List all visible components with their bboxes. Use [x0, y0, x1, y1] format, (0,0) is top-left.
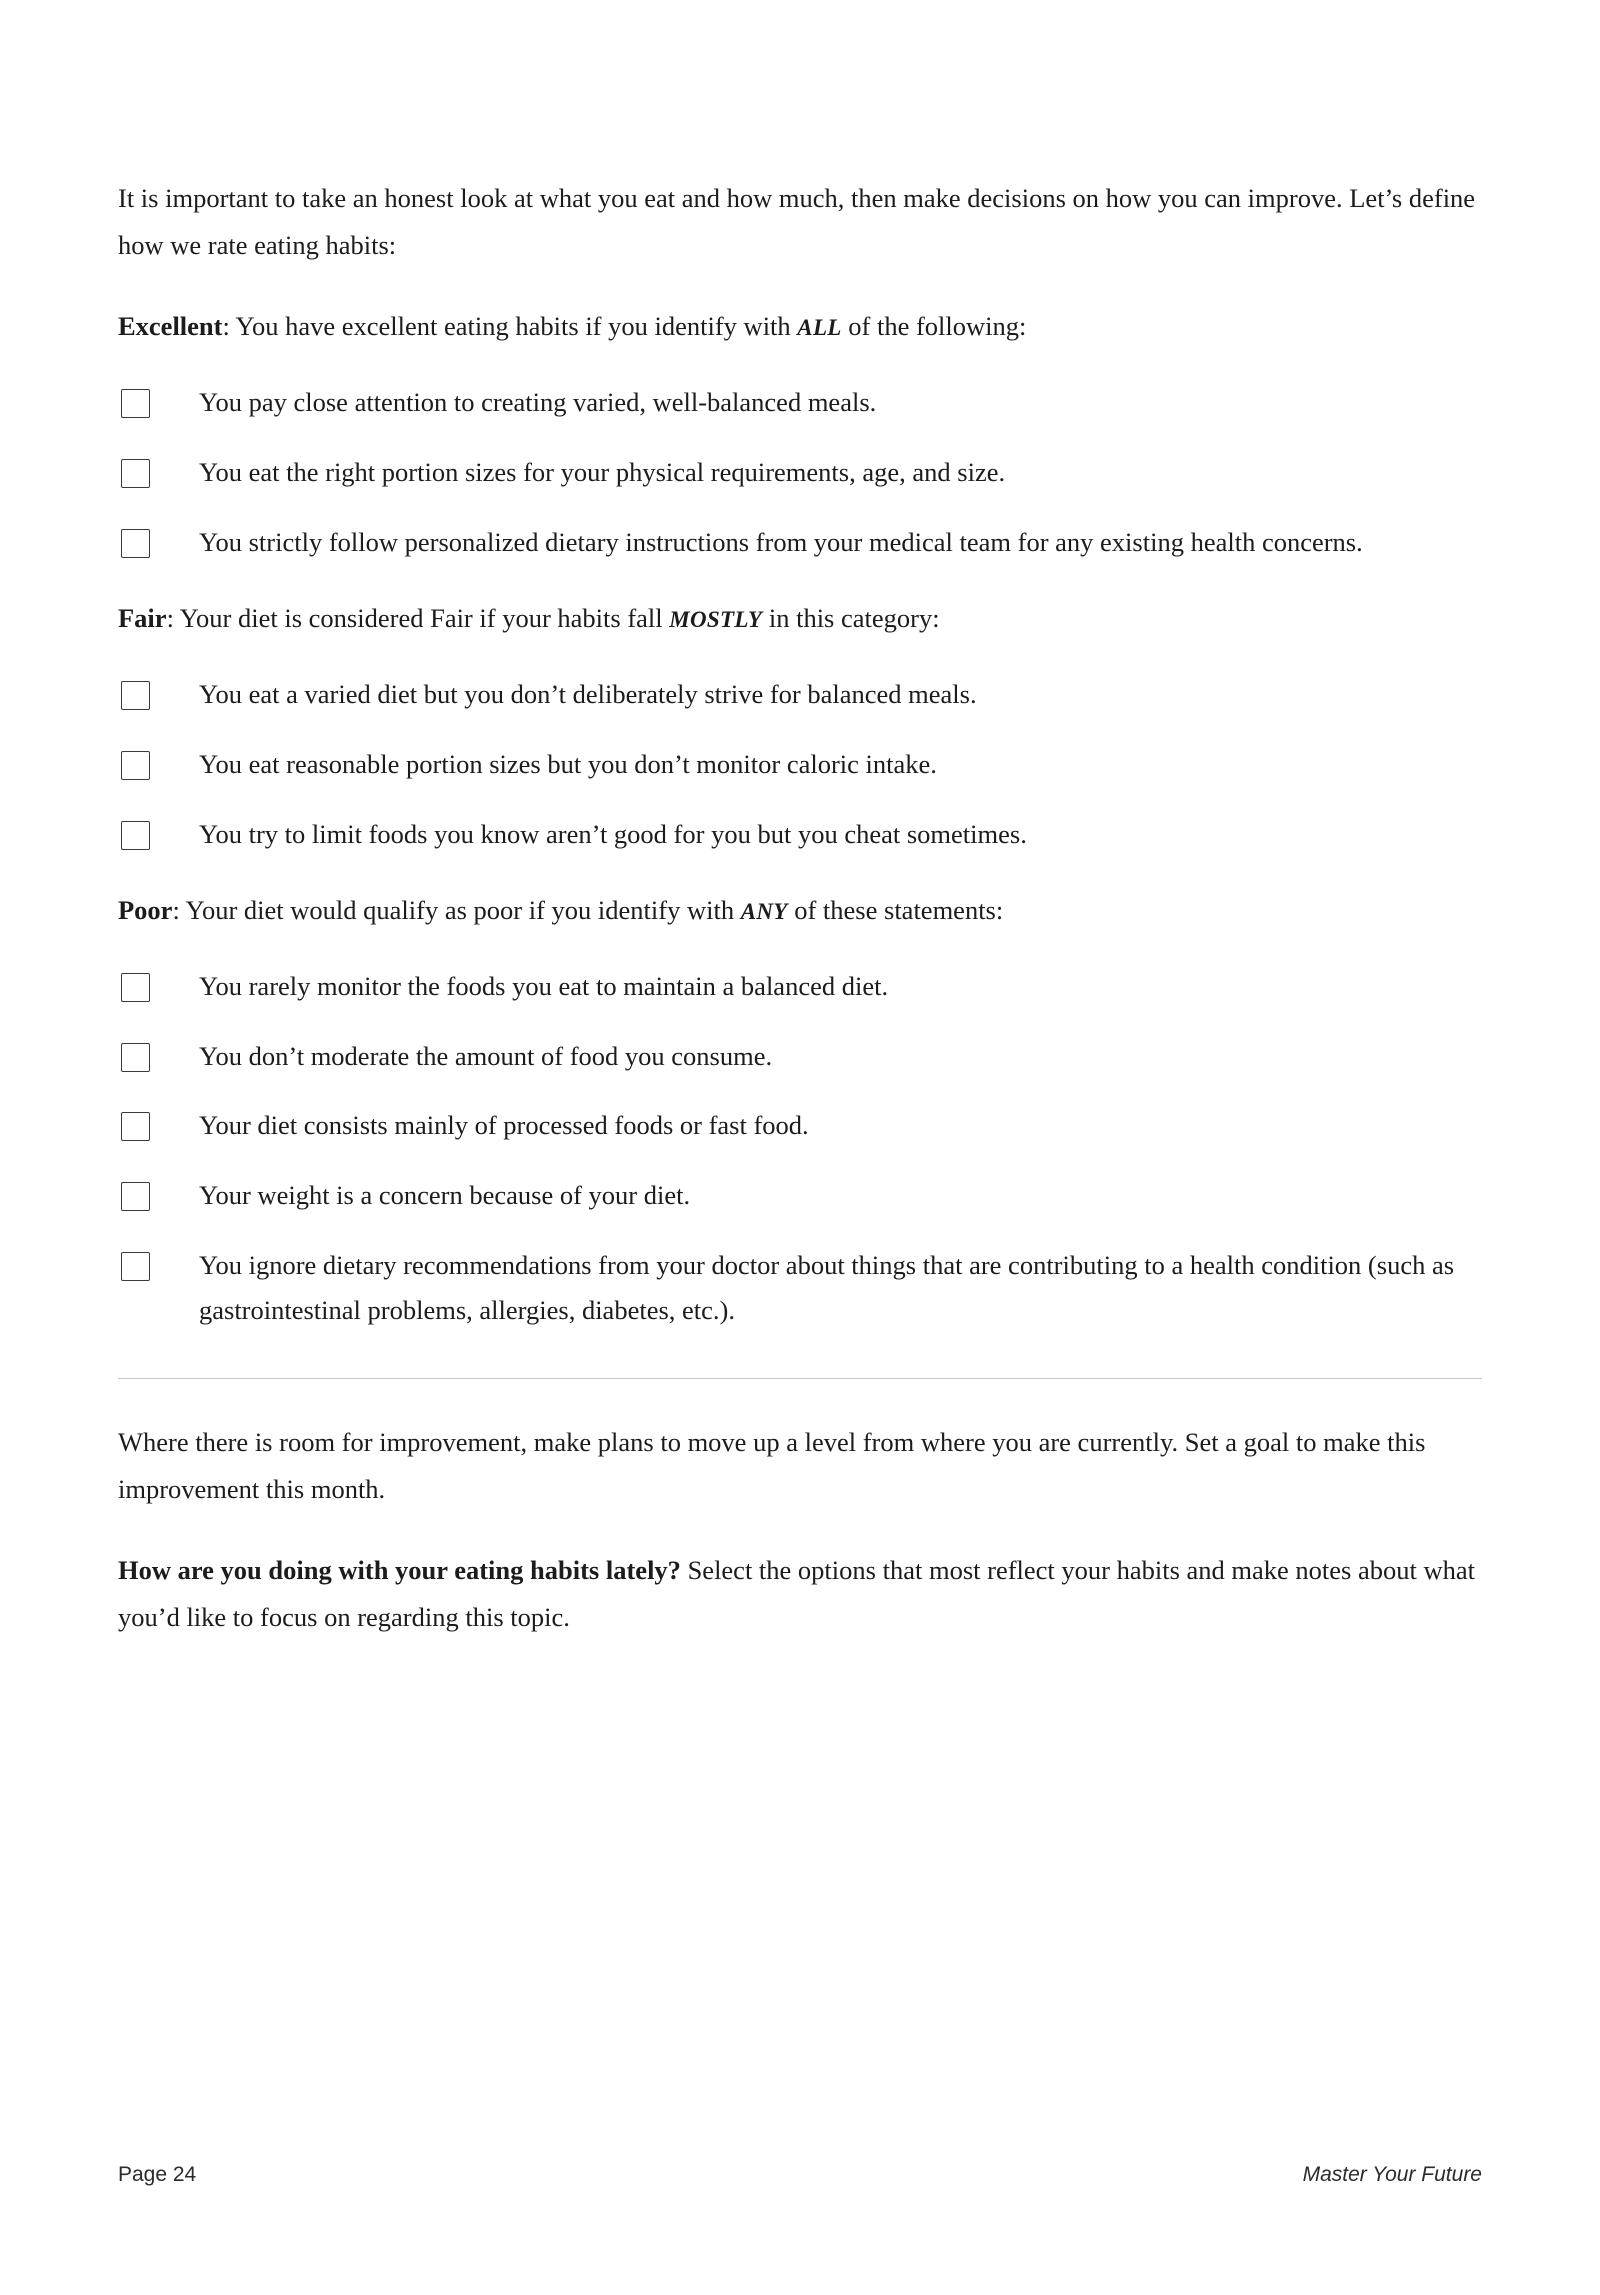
section-heading-poor: [118, 887, 1482, 934]
list-item-label: You pay close attention to creating varied, well-balanced meals.: [199, 387, 877, 418]
list-item-label: You eat reasonable portion sizes but you don’t monitor caloric intake.: [199, 748, 937, 779]
prompt-paragraph: [118, 1547, 1482, 1641]
checklist-poor: [118, 964, 1482, 1333]
list-item-label: You don’t moderate the amount of food you consume.: [199, 1040, 773, 1071]
checklist-excellent: [118, 380, 1482, 565]
section-label-poor: Poor: [118, 895, 173, 926]
section-lead-after-fair: in this category:: [762, 603, 940, 634]
list-item[interactable]: [118, 812, 1482, 858]
section-emphasis-fair: MOSTLY: [669, 607, 763, 633]
checkbox-icon[interactable]: [121, 529, 150, 558]
checklist-fair: [118, 672, 1482, 857]
list-item-label: You eat a varied diet but you don’t deliberately strive for balanced meals.: [199, 679, 977, 710]
section-lead-before-excellent: : You have excellent eating habits if you identify with: [222, 311, 798, 342]
checkbox-icon[interactable]: [121, 389, 150, 418]
book-title: Master Your Future: [1302, 2163, 1482, 2186]
checkbox-icon[interactable]: [121, 1112, 150, 1141]
list-item-label: You rarely monitor the foods you eat to maintain a balanced diet.: [199, 971, 889, 1002]
page-footer: [118, 2163, 1482, 2187]
list-item[interactable]: [118, 964, 1482, 1010]
closing-paragraph: Where there is room for improvement, make plans to move up a level from where you are currently. Set a goal to make this improvement this month.: [118, 1426, 1426, 1504]
page-number: Page 24: [118, 2163, 197, 2186]
checkbox-icon[interactable]: [121, 1182, 150, 1211]
checkbox-icon[interactable]: [121, 1043, 150, 1072]
checkbox-icon[interactable]: [121, 1252, 150, 1281]
list-item[interactable]: [118, 450, 1482, 496]
list-item[interactable]: [118, 1173, 1482, 1219]
prompt-instructions: Select the options that most reflect your habits and make notes about what you’d like to focus on regarding this topic.: [118, 1555, 1476, 1633]
section-lead-before-poor: : Your diet would qualify as poor if you identify with: [172, 895, 741, 926]
list-item-label: Your weight is a concern because of your diet.: [199, 1179, 691, 1210]
list-item-label: You ignore dietary recommendations from your doctor about things that are contributing to a health condition (such as gastrointestinal problems, allergies, diabetes, etc.).: [199, 1249, 1455, 1326]
section-lead-after-poor: of these statements:: [787, 895, 1004, 926]
list-item-label: You eat the right portion sizes for your physical requirements, age, and size.: [199, 457, 1006, 488]
list-item-label: You strictly follow personalized dietary instructions from your medical team for any existing health concerns.: [199, 526, 1363, 557]
section-heading-excellent: [118, 303, 1482, 350]
list-item-label: You try to limit foods you know aren’t good for you but you cheat sometimes.: [199, 818, 1027, 849]
section-lead-after-excellent: of the following:: [841, 311, 1027, 342]
list-item[interactable]: [118, 1034, 1482, 1080]
list-item[interactable]: [118, 1243, 1482, 1334]
list-item[interactable]: [118, 380, 1482, 426]
list-item[interactable]: [118, 742, 1482, 788]
checkbox-icon[interactable]: [121, 821, 150, 850]
list-item[interactable]: [118, 672, 1482, 718]
checkbox-icon[interactable]: [121, 751, 150, 780]
checkbox-icon[interactable]: [121, 459, 150, 488]
intro-paragraph: It is important to take an honest look at what you eat and how much, then make decisions on how you can improve. Let’s define how we rate eating habits:: [118, 183, 1476, 261]
section-emphasis-excellent: ALL: [797, 315, 842, 341]
section-heading-fair: [118, 595, 1482, 642]
list-item[interactable]: [118, 1103, 1482, 1149]
section-label-fair: Fair: [118, 603, 167, 634]
section-lead-before-fair: : Your diet is considered Fair if your habits fall: [166, 603, 670, 634]
list-item-label: Your diet consists mainly of processed foods or fast food.: [199, 1110, 809, 1141]
checkbox-icon[interactable]: [121, 973, 150, 1002]
section-divider: [118, 1378, 1482, 1379]
prompt-question: How are you doing with your eating habits lately?: [118, 1555, 681, 1586]
section-emphasis-poor: ANY: [740, 899, 788, 925]
section-label-excellent: Excellent: [118, 311, 223, 342]
list-item[interactable]: [118, 520, 1482, 566]
checkbox-icon[interactable]: [121, 681, 150, 710]
